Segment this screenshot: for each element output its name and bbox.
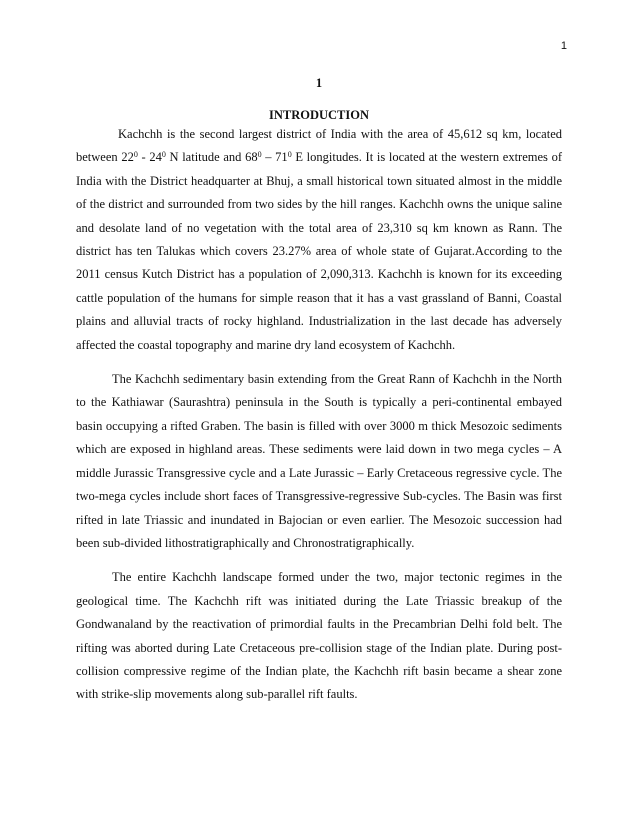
body-text [76, 123, 562, 707]
text-run: The entire Kachchh landscape formed under the two, major tectonic regimes in the geological time. The Kachchh rift was initiated during the Late Triassic breakup of the Gondwanaland by the reactivation of primordial faults in the Precambrian Delhi fold belt. The rifting was aborted during Late Cretaceous pre-collision stage of the Indian plate. During post-collision compressive regime of the Indian plate, the Kachchh rift basin became a shear zone with strike-slip movements along sub-parallel rift faults. [76, 570, 562, 702]
chapter-title: INTRODUCTION [268, 108, 369, 122]
text-run: - 24 [137, 150, 162, 165]
text-run: N latitude and 68 [165, 150, 258, 165]
paragraph-geography [76, 123, 562, 357]
page-number: 1 [560, 40, 567, 52]
paragraph-basin [76, 368, 562, 555]
paragraph-tectonics [76, 566, 562, 706]
chapter-number: 1 [315, 76, 323, 90]
degree-superscript: 0 [287, 150, 292, 160]
text-run: – 71 [261, 150, 288, 165]
degree-superscript: 0 [133, 150, 138, 160]
text-run: The Kachchh sedimentary basin extending from the Great Rann of Kachchh in the North to the Kathiawar (Saurashtra) peninsula in the South is typically a peri-continental embayed basin occupying a rifted Graben. The basin is filled with over 3000 m thick Mesozoic sediments which are exposed in highland areas. These sediments were laid down in two mega cycles – A middle Jurassic Transgressive cycle and a Late Jurassic – Early Cretaceous regressive cycle. The two-mega cycles include short faces of Transgressive-regressive Sub-cycles. The Basin was first rifted in late Triassic and inundated in Bajocian or even earlier. The Mesozoic succession had been sub-divided lithostratigraphically and Chronostratigraphically. [76, 372, 562, 550]
degree-superscript: 0 [161, 150, 166, 160]
text-run: E longitudes. It is located at the western extremes of India with the District headquarter at Bhuj, a small historical town situated almost in the middle of the district and surrounded from two sides by the hill ranges. Kachchh owns the unique saline and desolate land of no vegetation with the total area of 23,310 sq km known as Rann. The district has ten Talukas which covers 23.27% area of whole state of Gujarat.According to the 2011 census Kutch District has a population of 2,090,313. Kachchh is known for its exceeding cattle population of the humans for simple reason that it has a vast grassland of Banni, Coastal plains and alluvial tracts of rocky highland. Industrialization in the last decade has adversely affected the coastal topography and marine dry land ecosystem of Kachchh. [76, 150, 562, 352]
degree-superscript: 0 [257, 150, 262, 160]
text-run: Kachchh is the second largest district of India with the area of 45,612 sq km, located between 22 [76, 127, 562, 165]
